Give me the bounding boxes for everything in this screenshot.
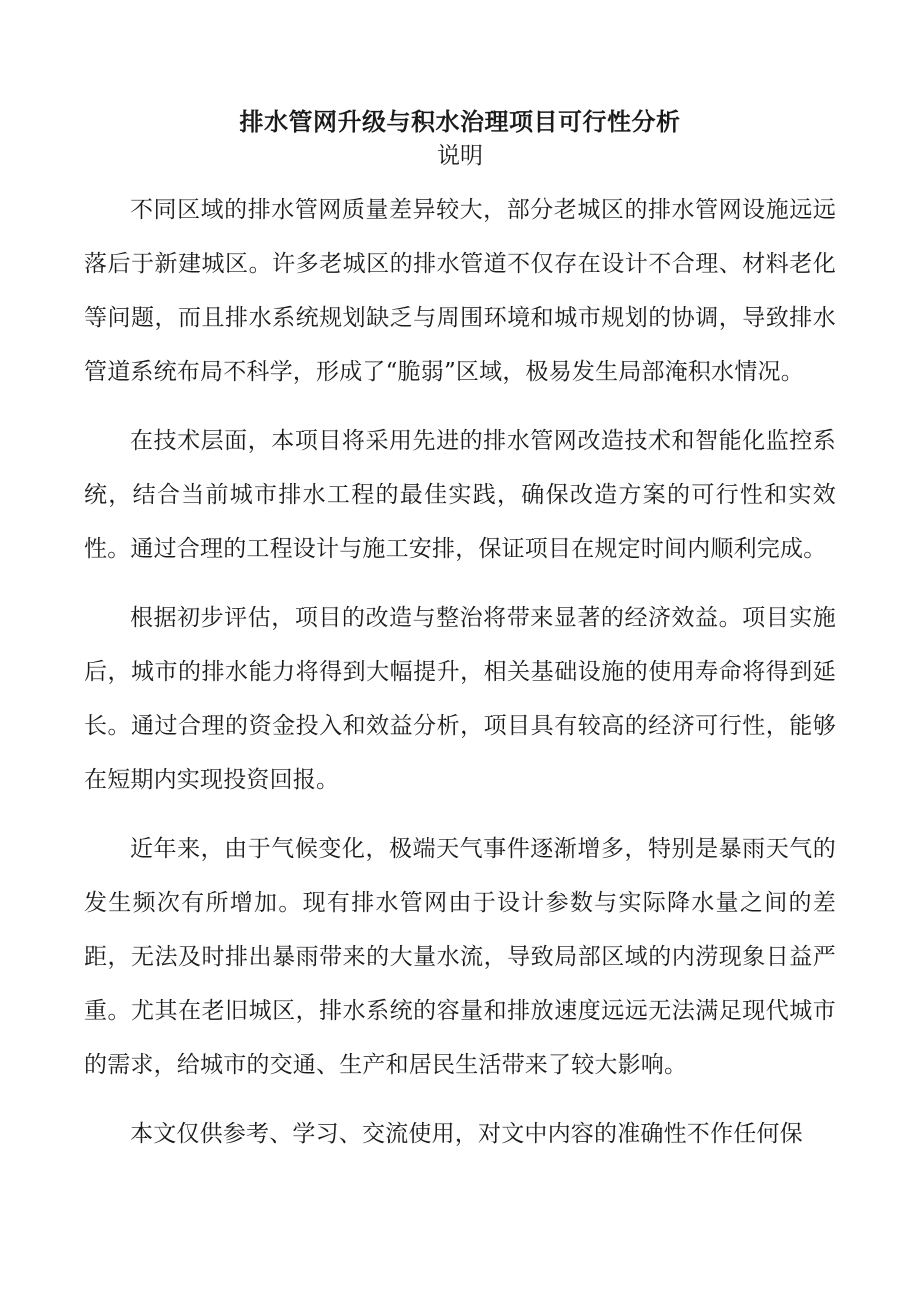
paragraph-technical-approach: 在技术层面，本项目将采用先进的排水管网改造技术和智能化监控系统，结合当前城市排水工程的最佳实践，确保改造方案的可行性和实效性。通过合理的工程设计与施工安排，保证项目在规定时间内顺利完成。 xyxy=(84,428,836,562)
document-body xyxy=(84,183,836,1176)
paragraph-climate-background: 近年来，由于气候变化，极端天气事件逐渐增多，特别是暴雨天气的发生频次有所增加。现有排水管网由于设计参数与实际降水量之间的差距，无法及时排出暴雨带来的大量水流，导致局部区域的内涝现象日益严重。尤其在老旧城区，排水系统的容量和排放速度远远无法满足现代城市的需求，给城市的交通、生产和居民生活带来了较大影响。 xyxy=(84,836,836,1078)
paragraph-disclaimer: 本文仅供参考、学习、交流使用，对文中内容的准确性不作任何保 xyxy=(130,1121,803,1147)
document-subtitle: 说明 xyxy=(437,143,483,169)
paragraph-drainage-quality: 不同区域的排水管网质量差异较大，部分老城区的排水管网设施远远落后于新建城区。许多老城区的排水管道不仅存在设计不合理、材料老化等问题，而且排水系统规划缺乏与周围环境和城市规划的协调，导致排水管道系统布局不科学，形成了“脆弱”区域，极易发生局部淹积水情况。 xyxy=(84,197,836,385)
paragraph-economic-benefit: 根据初步评估，项目的改造与整治将带来显著的经济效益。项目实施后，城市的排水能力将得到大幅提升，相关基础设施的使用寿命将得到延长。通过合理的资金投入和效益分析，项目具有较高的经济可行性，能够在短期内实现投资回报。 xyxy=(84,605,836,793)
document-title: 排水管网升级与积水治理项目可行性分析 xyxy=(239,108,681,136)
